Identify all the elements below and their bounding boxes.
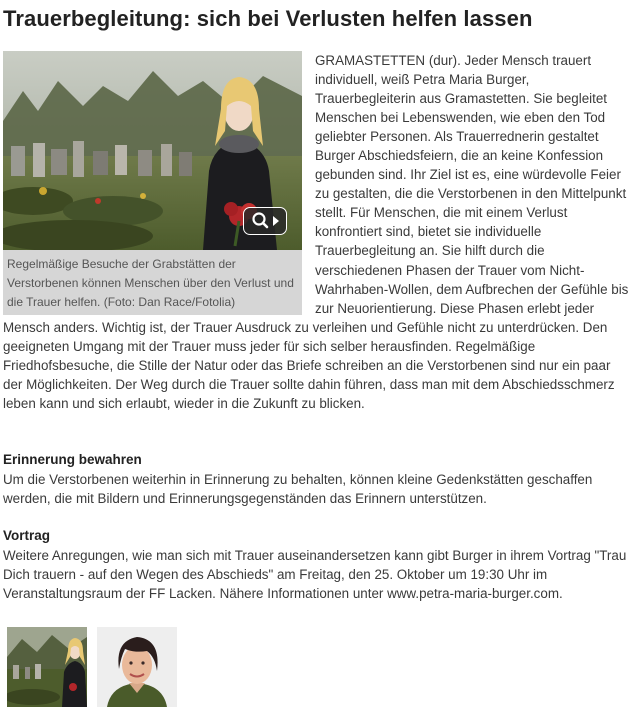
cemetery-photo[interactable] [3,51,302,250]
section-heading-erinnerung: Erinnerung bewahren [3,452,142,467]
thumbnail-cemetery[interactable] [7,627,87,707]
thumbnail-portrait[interactable] [97,627,177,707]
section-text-erinnerung: Um die Verstorbenen weiterhin in Erinnerung zu behalten, können kleine Gedenkstätten geschaffen werden, die mit Bildern und Erinnerungsgegenständen das Erinnern unterstützen. [3,472,593,507]
article-title: Trauerbegleitung: sich bei Verlusten helfen lassen [3,6,533,31]
zoom-button[interactable] [243,207,287,235]
section-text-vortrag: Weitere Anregungen, wie man sich mit Trauer auseinandersetzen kann gibt Burger in ihrem Vortrag "Trau Dich trauern - auf den Wegen des Abschieds" am Freitag, den 25. Oktober um 19:30 Uhr im Veranstaltungsraum der FF Lacken. Nähere Informationen unter www.petra-maria-burger.com. [3,548,627,602]
article-figure [3,51,302,315]
figure-caption: Regelmäßige Besuche der Grabstätten der Verstorbenen können Menschen über den Verlust und die Trauer helfen. (Foto: Dan Race/Fotolia) [7,257,294,309]
section-heading-vortrag: Vortrag [3,528,51,543]
magnifier-play-icon [244,208,286,234]
intro-paragraph: GRAMASTETTEN (dur). Jeder Mensch trauert individuell, weiß Petra Maria Burger, Trauerbegleiterin aus Gramastetten. Sie begleitet Menschen bei Lebenswenden, wie eben den Tod geliebter Personen. Als Trauerrednerin gestaltet Burger Abschiedsfeiern, die an keine Konfession gebunden sind. Ihr Ziel ist es, eine würdevolle Feier zu gestalten, die die Verstorbenen in den Mittelpunkt stellt. Für Menschen, die mit einem Verlust konfrontiert sind, bietet sie individuelle Trauerbegleitung an. Sie hilft durch die verschiedenen Phasen der Trauer vom Nicht-Wahrhaben-Wollen, dem Aufbrechen der Gefühle bis zur Neuorientierung. Diese Phasen erlebt jeder Mensch anders. Wichtig ist, der Trauer Ausdruck zu verleihen und Gefühle nicht zu unterdrücken. Den geeigneten Umgang mit der Trauer muss jeder für sich selber herausfinden. Regelmäßige Friedhofsbesuche, die Stille der Natur oder das Briefe schreiben an die Verstorbenen sind nur ein paar der Möglichkeiten. Der Weg durch die Trauer sollte dahin führen, dass man mit dem Abschiedsschmerz leben kann und sich erlaubt, wieder in die Zukunft zu blicken. [3,53,629,411]
